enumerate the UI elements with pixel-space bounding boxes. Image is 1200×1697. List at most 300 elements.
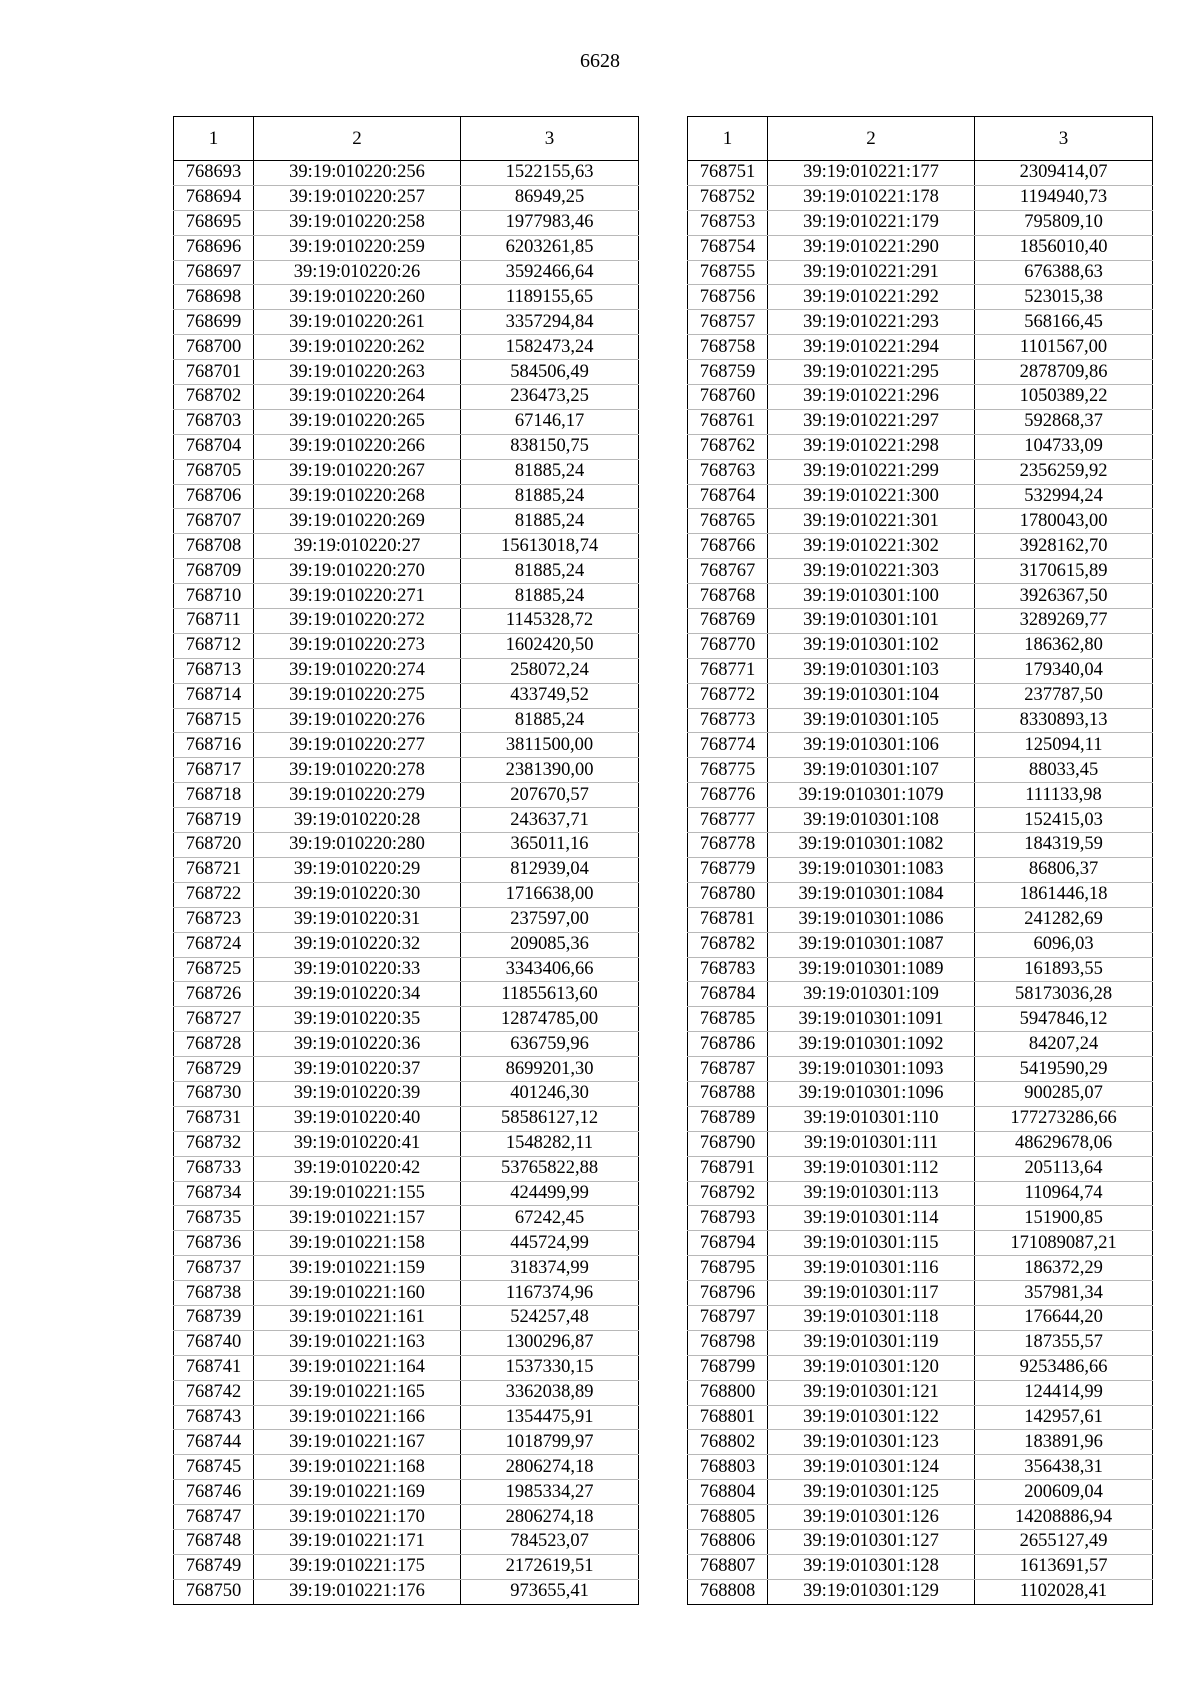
column-header-3: 3 — [975, 117, 1153, 161]
cadastral-number-cell: 39:19:010301:105 — [768, 708, 975, 733]
value-cell: 2806274,18 — [461, 1455, 639, 1480]
table-row — [174, 1430, 639, 1455]
cadastral-number-cell: 39:19:010221:170 — [254, 1505, 461, 1530]
table-row — [174, 459, 639, 484]
row-number-cell: 768737 — [174, 1256, 254, 1281]
row-number-cell: 768730 — [174, 1081, 254, 1106]
cadastral-number-cell: 39:19:010220:258 — [254, 210, 461, 235]
table-row — [688, 857, 1153, 882]
row-number-cell: 768714 — [174, 683, 254, 708]
table-row — [688, 882, 1153, 907]
table-row — [174, 1131, 639, 1156]
table-row — [688, 1380, 1153, 1405]
value-cell: 9253486,66 — [975, 1355, 1153, 1380]
row-number-cell: 768710 — [174, 584, 254, 609]
value-cell: 356438,31 — [975, 1455, 1153, 1480]
cadastral-number-cell: 39:19:010220:261 — [254, 310, 461, 335]
row-number-cell: 768778 — [688, 833, 768, 858]
row-number-cell: 768771 — [688, 658, 768, 683]
cadastral-number-cell: 39:19:010301:100 — [768, 584, 975, 609]
row-number-cell: 768712 — [174, 633, 254, 658]
cadastral-number-cell: 39:19:010220:277 — [254, 733, 461, 758]
row-number-cell: 768717 — [174, 758, 254, 783]
row-number-cell: 768708 — [174, 534, 254, 559]
value-cell: 1354475,91 — [461, 1405, 639, 1430]
value-cell: 152415,03 — [975, 808, 1153, 833]
row-number-cell: 768732 — [174, 1131, 254, 1156]
table-row — [688, 161, 1153, 186]
cadastral-number-cell: 39:19:010301:101 — [768, 609, 975, 634]
value-cell: 48629678,06 — [975, 1131, 1153, 1156]
row-number-cell: 768761 — [688, 409, 768, 434]
cadastral-number-cell: 39:19:010220:256 — [254, 161, 461, 186]
row-number-cell: 768713 — [174, 658, 254, 683]
row-number-cell: 768695 — [174, 210, 254, 235]
value-cell: 176644,20 — [975, 1305, 1153, 1330]
table-row — [688, 235, 1153, 260]
cadastral-number-cell: 39:19:010220:265 — [254, 409, 461, 434]
row-number-cell: 768781 — [688, 907, 768, 932]
cadastral-number-cell: 39:19:010221:176 — [254, 1579, 461, 1604]
cadastral-number-cell: 39:19:010301:1091 — [768, 1007, 975, 1032]
table-header-row — [688, 117, 1153, 161]
row-number-cell: 768696 — [174, 235, 254, 260]
value-cell: 12874785,00 — [461, 1007, 639, 1032]
value-cell: 58586127,12 — [461, 1106, 639, 1131]
value-cell: 3928162,70 — [975, 534, 1153, 559]
cadastral-number-cell: 39:19:010221:291 — [768, 260, 975, 285]
cadastral-number-cell: 39:19:010221:293 — [768, 310, 975, 335]
value-cell: 1018799,97 — [461, 1430, 639, 1455]
cadastral-number-cell: 39:19:010221:166 — [254, 1405, 461, 1430]
table-row — [688, 1529, 1153, 1554]
value-cell: 171089087,21 — [975, 1231, 1153, 1256]
value-cell: 1861446,18 — [975, 882, 1153, 907]
cadastral-number-cell: 39:19:010301:106 — [768, 733, 975, 758]
value-cell: 318374,99 — [461, 1256, 639, 1281]
value-cell: 636759,96 — [461, 1032, 639, 1057]
cadastral-number-cell: 39:19:010301:107 — [768, 758, 975, 783]
value-cell: 424499,99 — [461, 1181, 639, 1206]
value-cell: 1537330,15 — [461, 1355, 639, 1380]
column-header-3: 3 — [461, 117, 639, 161]
value-cell: 1189155,65 — [461, 285, 639, 310]
row-number-cell: 768807 — [688, 1554, 768, 1579]
value-cell: 237597,00 — [461, 907, 639, 932]
table-row — [174, 1405, 639, 1430]
table-row — [174, 1505, 639, 1530]
row-number-cell: 768731 — [174, 1106, 254, 1131]
table-row — [174, 808, 639, 833]
value-cell: 357981,34 — [975, 1281, 1153, 1306]
cadastral-number-cell: 39:19:010220:30 — [254, 882, 461, 907]
row-number-cell: 768748 — [174, 1529, 254, 1554]
cadastral-number-cell: 39:19:010220:35 — [254, 1007, 461, 1032]
cadastral-number-cell: 39:19:010221:177 — [768, 161, 975, 186]
row-number-cell: 768785 — [688, 1007, 768, 1032]
value-cell: 1300296,87 — [461, 1330, 639, 1355]
cadastral-number-cell: 39:19:010301:122 — [768, 1405, 975, 1430]
row-number-cell: 768747 — [174, 1505, 254, 1530]
table-row — [688, 1057, 1153, 1082]
value-cell: 14208886,94 — [975, 1505, 1153, 1530]
cadastral-number-cell: 39:19:010220:37 — [254, 1057, 461, 1082]
value-cell: 11855613,60 — [461, 982, 639, 1007]
value-cell: 81885,24 — [461, 584, 639, 609]
row-number-cell: 768770 — [688, 633, 768, 658]
row-number-cell: 768775 — [688, 758, 768, 783]
value-cell: 795809,10 — [975, 210, 1153, 235]
table-row — [174, 1355, 639, 1380]
left-table-body — [174, 161, 639, 1605]
cadastral-number-cell: 39:19:010220:257 — [254, 185, 461, 210]
table-row — [688, 534, 1153, 559]
value-cell: 86949,25 — [461, 185, 639, 210]
table-row — [174, 1554, 639, 1579]
value-cell: 88033,45 — [975, 758, 1153, 783]
row-number-cell: 768789 — [688, 1106, 768, 1131]
value-cell: 1780043,00 — [975, 509, 1153, 534]
table-row — [174, 733, 639, 758]
row-number-cell: 768797 — [688, 1305, 768, 1330]
cadastral-number-cell: 39:19:010220:41 — [254, 1131, 461, 1156]
cadastral-number-cell: 39:19:010220:270 — [254, 559, 461, 584]
value-cell: 3362038,89 — [461, 1380, 639, 1405]
cadastral-number-cell: 39:19:010301:116 — [768, 1256, 975, 1281]
table-row — [688, 758, 1153, 783]
value-cell: 676388,63 — [975, 260, 1153, 285]
table-row — [688, 708, 1153, 733]
table-row — [688, 1480, 1153, 1505]
value-cell: 1194940,73 — [975, 185, 1153, 210]
value-cell: 2309414,07 — [975, 161, 1153, 186]
table-row — [174, 1057, 639, 1082]
value-cell: 151900,85 — [975, 1206, 1153, 1231]
value-cell: 2806274,18 — [461, 1505, 639, 1530]
value-cell: 81885,24 — [461, 484, 639, 509]
row-number-cell: 768697 — [174, 260, 254, 285]
cadastral-number-cell: 39:19:010221:295 — [768, 360, 975, 385]
table-row — [174, 1281, 639, 1306]
row-number-cell: 768750 — [174, 1579, 254, 1604]
value-cell: 2878709,86 — [975, 360, 1153, 385]
row-number-cell: 768727 — [174, 1007, 254, 1032]
value-cell: 568166,45 — [975, 310, 1153, 335]
cadastral-number-cell: 39:19:010301:1084 — [768, 882, 975, 907]
row-number-cell: 768728 — [174, 1032, 254, 1057]
value-cell: 2172619,51 — [461, 1554, 639, 1579]
table-row — [688, 584, 1153, 609]
cadastral-number-cell: 39:19:010221:297 — [768, 409, 975, 434]
row-number-cell: 768719 — [174, 808, 254, 833]
value-cell: 524257,48 — [461, 1305, 639, 1330]
cadastral-number-cell: 39:19:010301:1083 — [768, 857, 975, 882]
value-cell: 104733,09 — [975, 434, 1153, 459]
row-number-cell: 768804 — [688, 1480, 768, 1505]
table-row — [174, 1330, 639, 1355]
cadastral-number-cell: 39:19:010221:155 — [254, 1181, 461, 1206]
row-number-cell: 768762 — [688, 434, 768, 459]
value-cell: 81885,24 — [461, 459, 639, 484]
row-number-cell: 768774 — [688, 733, 768, 758]
table-row — [174, 1156, 639, 1181]
value-cell: 973655,41 — [461, 1579, 639, 1604]
table-row — [688, 1181, 1153, 1206]
cadastral-number-cell: 39:19:010221:159 — [254, 1256, 461, 1281]
right-table-body — [688, 161, 1153, 1605]
row-number-cell: 768743 — [174, 1405, 254, 1430]
value-cell: 3170615,89 — [975, 559, 1153, 584]
cadastral-number-cell: 39:19:010301:1087 — [768, 932, 975, 957]
page-number: 6628 — [580, 50, 620, 72]
cadastral-number-cell: 39:19:010221:178 — [768, 185, 975, 210]
table-row — [174, 161, 639, 186]
column-header-2: 2 — [768, 117, 975, 161]
table-row — [688, 1156, 1153, 1181]
table-row — [174, 210, 639, 235]
row-number-cell: 768715 — [174, 708, 254, 733]
row-number-cell: 768739 — [174, 1305, 254, 1330]
value-cell: 532994,24 — [975, 484, 1153, 509]
value-cell: 1102028,41 — [975, 1579, 1153, 1604]
row-number-cell: 768760 — [688, 385, 768, 410]
value-cell: 237787,50 — [975, 683, 1153, 708]
value-cell: 161893,55 — [975, 957, 1153, 982]
cadastral-number-cell: 39:19:010221:299 — [768, 459, 975, 484]
value-cell: 184319,59 — [975, 833, 1153, 858]
table-row — [688, 1554, 1153, 1579]
row-number-cell: 768754 — [688, 235, 768, 260]
cadastral-number-cell: 39:19:010221:160 — [254, 1281, 461, 1306]
table-row — [688, 1007, 1153, 1032]
table-row — [174, 385, 639, 410]
row-number-cell: 768800 — [688, 1380, 768, 1405]
cadastral-number-cell: 39:19:010301:110 — [768, 1106, 975, 1131]
row-number-cell: 768711 — [174, 609, 254, 634]
table-row — [174, 1579, 639, 1604]
table-row — [174, 1081, 639, 1106]
table-row — [688, 385, 1153, 410]
cadastral-number-cell: 39:19:010221:157 — [254, 1206, 461, 1231]
row-number-cell: 768783 — [688, 957, 768, 982]
table-row — [688, 1430, 1153, 1455]
row-number-cell: 768705 — [174, 459, 254, 484]
value-cell: 81885,24 — [461, 509, 639, 534]
table-row — [174, 683, 639, 708]
row-number-cell: 768722 — [174, 882, 254, 907]
table-row — [688, 335, 1153, 360]
row-number-cell: 768701 — [174, 360, 254, 385]
row-number-cell: 768735 — [174, 1206, 254, 1231]
cadastral-number-cell: 39:19:010221:298 — [768, 434, 975, 459]
cadastral-number-cell: 39:19:010301:121 — [768, 1380, 975, 1405]
cadastral-number-cell: 39:19:010301:1089 — [768, 957, 975, 982]
value-cell: 243637,71 — [461, 808, 639, 833]
table-row — [174, 260, 639, 285]
table-row — [688, 907, 1153, 932]
cadastral-number-cell: 39:19:010221:303 — [768, 559, 975, 584]
row-number-cell: 768777 — [688, 808, 768, 833]
cadastral-number-cell: 39:19:010220:273 — [254, 633, 461, 658]
value-cell: 1582473,24 — [461, 335, 639, 360]
cadastral-number-cell: 39:19:010301:111 — [768, 1131, 975, 1156]
row-number-cell: 768742 — [174, 1380, 254, 1405]
left-table — [173, 116, 639, 1605]
cadastral-number-cell: 39:19:010221:294 — [768, 335, 975, 360]
table-row — [688, 1231, 1153, 1256]
row-number-cell: 768806 — [688, 1529, 768, 1554]
row-number-cell: 768749 — [174, 1554, 254, 1579]
cadastral-number-cell: 39:19:010221:302 — [768, 534, 975, 559]
table-row — [174, 509, 639, 534]
value-cell: 3592466,64 — [461, 260, 639, 285]
value-cell: 3357294,84 — [461, 310, 639, 335]
table-row — [174, 409, 639, 434]
table-row — [688, 733, 1153, 758]
value-cell: 1548282,11 — [461, 1131, 639, 1156]
value-cell: 1613691,57 — [975, 1554, 1153, 1579]
value-cell: 186362,80 — [975, 633, 1153, 658]
row-number-cell: 768795 — [688, 1256, 768, 1281]
row-number-cell: 768738 — [174, 1281, 254, 1306]
table-row — [688, 484, 1153, 509]
table-row — [688, 609, 1153, 634]
table-row — [688, 783, 1153, 808]
value-cell: 177273286,66 — [975, 1106, 1153, 1131]
row-number-cell: 768693 — [174, 161, 254, 186]
table-row — [174, 235, 639, 260]
table-row — [688, 633, 1153, 658]
value-cell: 186372,29 — [975, 1256, 1153, 1281]
row-number-cell: 768802 — [688, 1430, 768, 1455]
cadastral-number-cell: 39:19:010220:33 — [254, 957, 461, 982]
table-row — [688, 1256, 1153, 1281]
cadastral-number-cell: 39:19:010301:102 — [768, 633, 975, 658]
value-cell: 8699201,30 — [461, 1057, 639, 1082]
cadastral-number-cell: 39:19:010301:126 — [768, 1505, 975, 1530]
value-cell: 110964,74 — [975, 1181, 1153, 1206]
column-header-1: 1 — [174, 117, 254, 161]
table-row — [174, 1206, 639, 1231]
value-cell: 124414,99 — [975, 1380, 1153, 1405]
value-cell: 67242,45 — [461, 1206, 639, 1231]
table-row — [688, 1355, 1153, 1380]
cadastral-number-cell: 39:19:010220:32 — [254, 932, 461, 957]
value-cell: 187355,57 — [975, 1330, 1153, 1355]
cadastral-number-cell: 39:19:010220:267 — [254, 459, 461, 484]
row-number-cell: 768763 — [688, 459, 768, 484]
value-cell: 111133,98 — [975, 783, 1153, 808]
table-row — [174, 833, 639, 858]
row-number-cell: 768718 — [174, 783, 254, 808]
cadastral-number-cell: 39:19:010220:279 — [254, 783, 461, 808]
cadastral-number-cell: 39:19:010221:164 — [254, 1355, 461, 1380]
table-row — [174, 335, 639, 360]
table-row — [174, 285, 639, 310]
table-row — [688, 434, 1153, 459]
value-cell: 6203261,85 — [461, 235, 639, 260]
cadastral-number-cell: 39:19:010220:280 — [254, 833, 461, 858]
cadastral-number-cell: 39:19:010220:272 — [254, 609, 461, 634]
column-header-2: 2 — [254, 117, 461, 161]
table-row — [174, 310, 639, 335]
table-row — [174, 1380, 639, 1405]
table-row — [174, 1106, 639, 1131]
cadastral-number-cell: 39:19:010301:108 — [768, 808, 975, 833]
value-cell: 241282,69 — [975, 907, 1153, 932]
row-number-cell: 768757 — [688, 310, 768, 335]
cadastral-number-cell: 39:19:010221:161 — [254, 1305, 461, 1330]
value-cell: 8330893,13 — [975, 708, 1153, 733]
value-cell: 125094,11 — [975, 733, 1153, 758]
cadastral-number-cell: 39:19:010221:169 — [254, 1480, 461, 1505]
table-row — [688, 360, 1153, 385]
value-cell: 1977983,46 — [461, 210, 639, 235]
row-number-cell: 768702 — [174, 385, 254, 410]
cadastral-number-cell: 39:19:010301:114 — [768, 1206, 975, 1231]
value-cell: 207670,57 — [461, 783, 639, 808]
cadastral-number-cell: 39:19:010301:103 — [768, 658, 975, 683]
cadastral-number-cell: 39:19:010301:1079 — [768, 783, 975, 808]
row-number-cell: 768755 — [688, 260, 768, 285]
cadastral-number-cell: 39:19:010220:262 — [254, 335, 461, 360]
table-row — [688, 459, 1153, 484]
row-number-cell: 768703 — [174, 409, 254, 434]
value-cell: 784523,07 — [461, 1529, 639, 1554]
cadastral-number-cell: 39:19:010221:300 — [768, 484, 975, 509]
cadastral-number-cell: 39:19:010220:260 — [254, 285, 461, 310]
table-row — [688, 1106, 1153, 1131]
value-cell: 2381390,00 — [461, 758, 639, 783]
row-number-cell: 768790 — [688, 1131, 768, 1156]
table-row — [688, 1032, 1153, 1057]
row-number-cell: 768780 — [688, 882, 768, 907]
row-number-cell: 768716 — [174, 733, 254, 758]
row-number-cell: 768799 — [688, 1355, 768, 1380]
table-row — [174, 1529, 639, 1554]
row-number-cell: 768779 — [688, 857, 768, 882]
cadastral-number-cell: 39:19:010301:118 — [768, 1305, 975, 1330]
row-number-cell: 768721 — [174, 857, 254, 882]
row-number-cell: 768734 — [174, 1181, 254, 1206]
value-cell: 1716638,00 — [461, 882, 639, 907]
row-number-cell: 768788 — [688, 1081, 768, 1106]
value-cell: 6096,03 — [975, 932, 1153, 957]
row-number-cell: 768769 — [688, 609, 768, 634]
value-cell: 15613018,74 — [461, 534, 639, 559]
cadastral-number-cell: 39:19:010221:165 — [254, 1380, 461, 1405]
table-row — [688, 982, 1153, 1007]
cadastral-number-cell: 39:19:010301:119 — [768, 1330, 975, 1355]
table-header-row — [174, 117, 639, 161]
table-row — [174, 957, 639, 982]
table-row — [688, 808, 1153, 833]
row-number-cell: 768726 — [174, 982, 254, 1007]
cadastral-number-cell: 39:19:010301:123 — [768, 1430, 975, 1455]
value-cell: 258072,24 — [461, 658, 639, 683]
cadastral-number-cell: 39:19:010221:301 — [768, 509, 975, 534]
value-cell: 179340,04 — [975, 658, 1153, 683]
row-number-cell: 768787 — [688, 1057, 768, 1082]
table-row — [174, 932, 639, 957]
row-number-cell: 768724 — [174, 932, 254, 957]
table-row — [174, 1256, 639, 1281]
cadastral-number-cell: 39:19:010220:263 — [254, 360, 461, 385]
row-number-cell: 768786 — [688, 1032, 768, 1057]
table-row — [174, 609, 639, 634]
cadastral-number-cell: 39:19:010221:168 — [254, 1455, 461, 1480]
cadastral-number-cell: 39:19:010301:1093 — [768, 1057, 975, 1082]
